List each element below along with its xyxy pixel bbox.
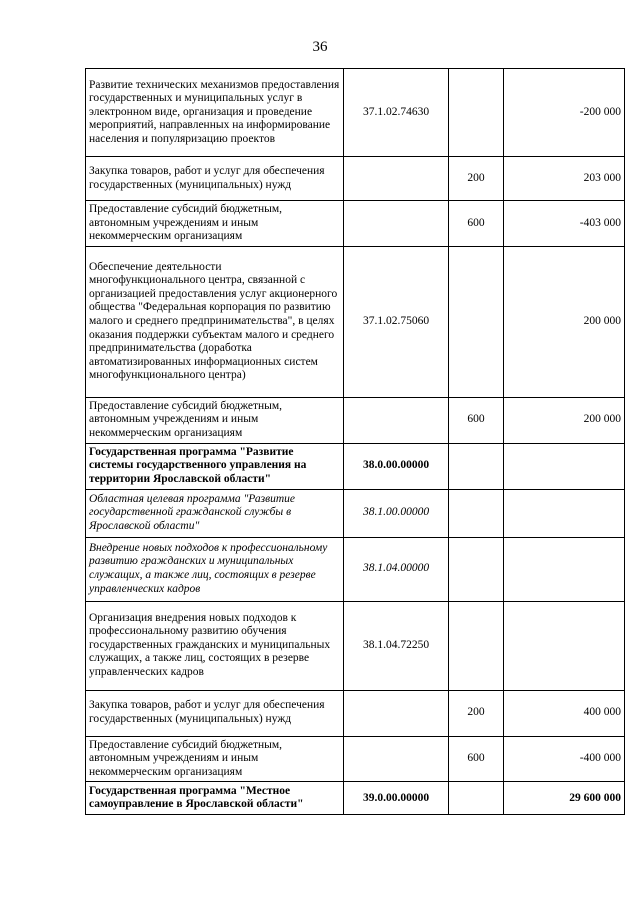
- row-code: [344, 157, 449, 201]
- row-name: Закупка товаров, работ и услуг для обеспечения государственных (муниципальных) нужд: [86, 690, 344, 736]
- row-sum: -200 000: [504, 69, 625, 157]
- table-row: [86, 537, 625, 601]
- row-name: Предоставление субсидий бюджетным, автономным учреждениям и иным некоммерческим организациям: [86, 201, 344, 247]
- row-sum: 200 000: [504, 246, 625, 397]
- row-name: Государственная программа "Местное самоуправление в Ярославской области": [86, 782, 344, 815]
- row-type: [449, 246, 504, 397]
- row-type: 200: [449, 690, 504, 736]
- row-type: [449, 443, 504, 489]
- row-sum: -403 000: [504, 201, 625, 247]
- table-row: [86, 601, 625, 690]
- table-row: [86, 397, 625, 443]
- row-type: [449, 782, 504, 815]
- row-code: [344, 736, 449, 782]
- table-row: [86, 690, 625, 736]
- row-code: 38.1.00.00000: [344, 489, 449, 537]
- row-name: Областная целевая программа "Развитие государственной гражданской службы в Ярославской области": [86, 489, 344, 537]
- table-row: [86, 443, 625, 489]
- row-name: Государственная программа "Развитие системы государственного управления на территории Ярославской области": [86, 443, 344, 489]
- row-code: 38.0.00.00000: [344, 443, 449, 489]
- table-row: [86, 157, 625, 201]
- row-code: 39.0.00.00000: [344, 782, 449, 815]
- row-name: Обеспечение деятельности многофункционального центра, связанной с организацией предоставления услуг акционерного общества "Федеральная корпорация по развитию малого и среднего предпринимательства", в целях оказания поддержки субъектам малого и среднего предпринимательства (доработка автоматизированных информационных систем многофункционального центра): [86, 246, 344, 397]
- row-name: Предоставление субсидий бюджетным, автономным учреждениям и иным некоммерческим организациям: [86, 736, 344, 782]
- row-name: Развитие технических механизмов предоставления государственных и муниципальных услуг в электронном виде, организация и проведение мероприятий, направленных на информирование населения и популяризацию проектов: [86, 69, 344, 157]
- table-row: [86, 246, 625, 397]
- row-sum: -400 000: [504, 736, 625, 782]
- row-sum: 203 000: [504, 157, 625, 201]
- row-code: 37.1.02.74630: [344, 69, 449, 157]
- row-sum: [504, 443, 625, 489]
- row-sum: 200 000: [504, 397, 625, 443]
- row-name: Организация внедрения новых подходов к профессиональному развитию обучения государственных гражданских и муниципальных служащих, а также лиц, состоящих в резерве управленческих кадров: [86, 601, 344, 690]
- table-row: [86, 489, 625, 537]
- row-code: 38.1.04.00000: [344, 537, 449, 601]
- row-name: Предоставление субсидий бюджетным, автономным учреждениям и иным некоммерческим организациям: [86, 397, 344, 443]
- row-sum: [504, 601, 625, 690]
- row-code: [344, 397, 449, 443]
- page-number: 36: [312, 39, 328, 55]
- table-row: [86, 782, 625, 815]
- row-type: [449, 601, 504, 690]
- row-type: [449, 69, 504, 157]
- row-code: [344, 201, 449, 247]
- row-sum: 400 000: [504, 690, 625, 736]
- row-type: 200: [449, 157, 504, 201]
- row-code: [344, 690, 449, 736]
- table-row: [86, 736, 625, 782]
- row-name: Закупка товаров, работ и услуг для обеспечения государственных (муниципальных) нужд: [86, 157, 344, 201]
- row-type: 600: [449, 201, 504, 247]
- budget-table: [85, 68, 625, 815]
- row-type: 600: [449, 736, 504, 782]
- row-code: 37.1.02.75060: [344, 246, 449, 397]
- row-name: Внедрение новых подходов к профессиональному развитию гражданских и муниципальных служащих, а также лиц, состоящих в резерве управленческих кадров: [86, 537, 344, 601]
- row-code: 38.1.04.72250: [344, 601, 449, 690]
- row-type: [449, 537, 504, 601]
- table-row: [86, 69, 625, 157]
- row-type: 600: [449, 397, 504, 443]
- row-sum: 29 600 000: [504, 782, 625, 815]
- row-type: [449, 489, 504, 537]
- row-sum: [504, 489, 625, 537]
- row-sum: [504, 537, 625, 601]
- table-row: [86, 201, 625, 247]
